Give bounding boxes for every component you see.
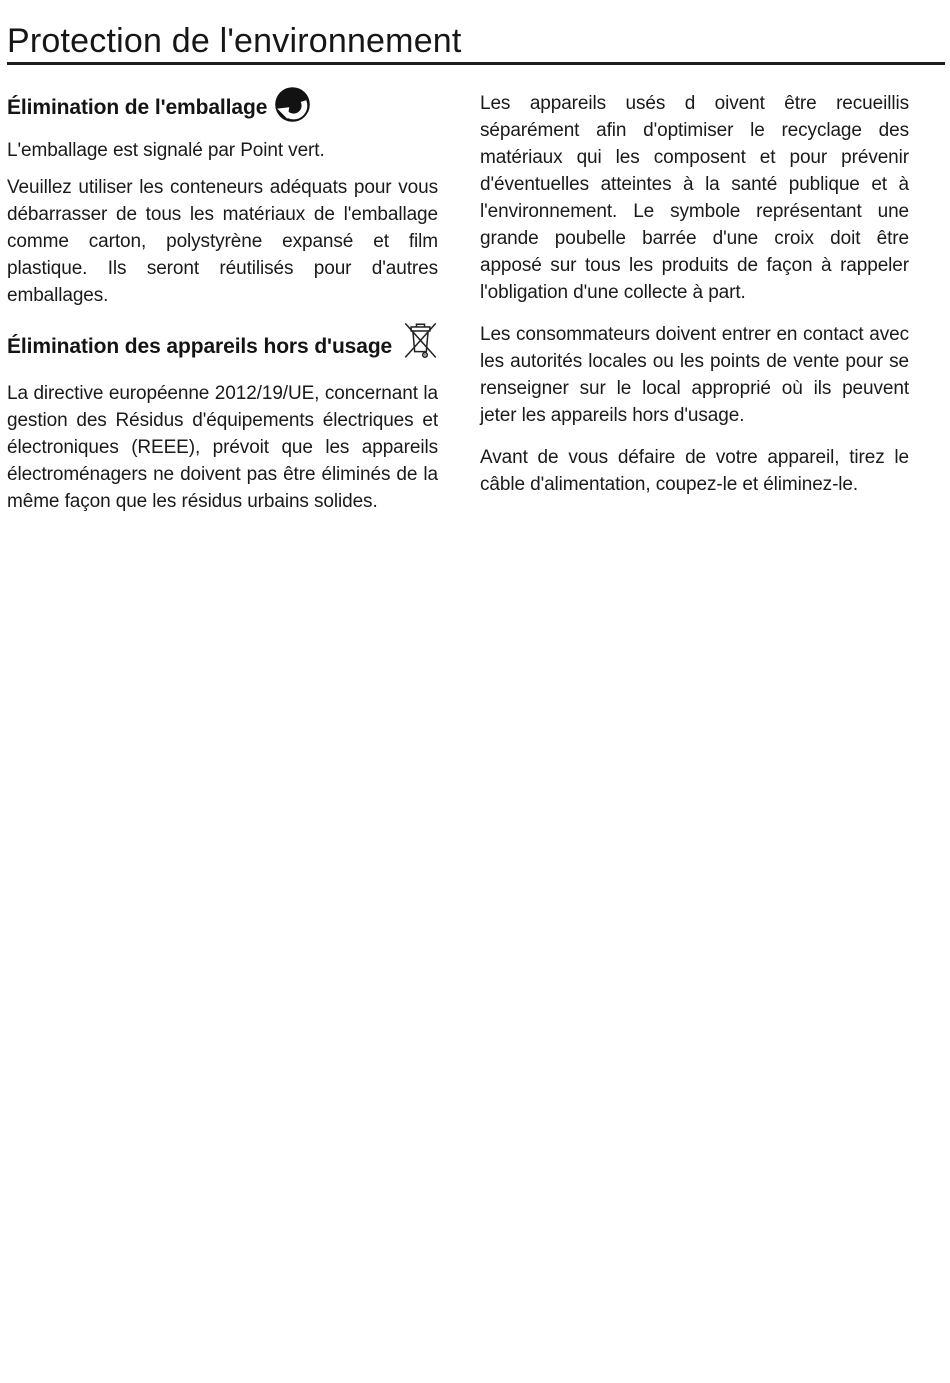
paragraph-disposal-directive: La directive européenne 2012/19/UE, concernant la gestion des Résidus d'équipements électriques et électroniques (REEE), prévoit que les appareils électroménagers ne doivent pas être éliminés de la même façon que les résidus urbains solides. (7, 382, 438, 512)
two-column-layout (0, 90, 950, 525)
section-heading-disposal-label: Élimination des appareils hors d'usage (7, 335, 393, 358)
green-dot-recycling-icon (274, 86, 311, 123)
paragraph-packaging-1: L'emballage est signalé par Point vert. (7, 139, 325, 161)
right-column (480, 90, 909, 525)
section-heading-packaging-label: Élimination de l'emballage (7, 96, 268, 119)
page-title: Protection de l'environnement (7, 22, 462, 60)
page-header (0, 0, 950, 65)
section-heading-packaging (7, 90, 438, 127)
left-column (7, 90, 438, 525)
section-heading-disposal (7, 325, 438, 370)
paragraph-consumer-contact: Les consommateurs doivent entrer en contact avec les autorités locales ou les points de vente pour se renseigner sur le local approprié où ils peuvent jeter les appareils hors d'usage. (480, 323, 909, 426)
paragraph-separate-collection: Les appareils usés d oivent être recueillis séparément afin d'optimiser le recyclage des matériaux qui les composent et pour prévenir d'éventuelles atteintes à la santé publique et à l'environnement. Le symbole représentant une grande poubelle barrée d'une croix doit être apposé sur tous les produits de façon à rappeler l'obligation d'une collecte à part. (480, 92, 909, 303)
paragraph-cut-cable: Avant de vous défaire de votre appareil, tirez le câble d'alimentation, coupez-le et éliminez-le. (480, 446, 909, 495)
paragraph-packaging-2: Veuillez utiliser les conteneurs adéquats pour vous débarrasser de tous les matériaux de l'emballage comme carton, polystyrène expansé et film plastique. Ils seront réutilisés pour d'autres emballages. (7, 176, 438, 306)
crossed-out-wheelie-bin-icon (399, 317, 442, 362)
title-underline-rule (7, 62, 945, 65)
